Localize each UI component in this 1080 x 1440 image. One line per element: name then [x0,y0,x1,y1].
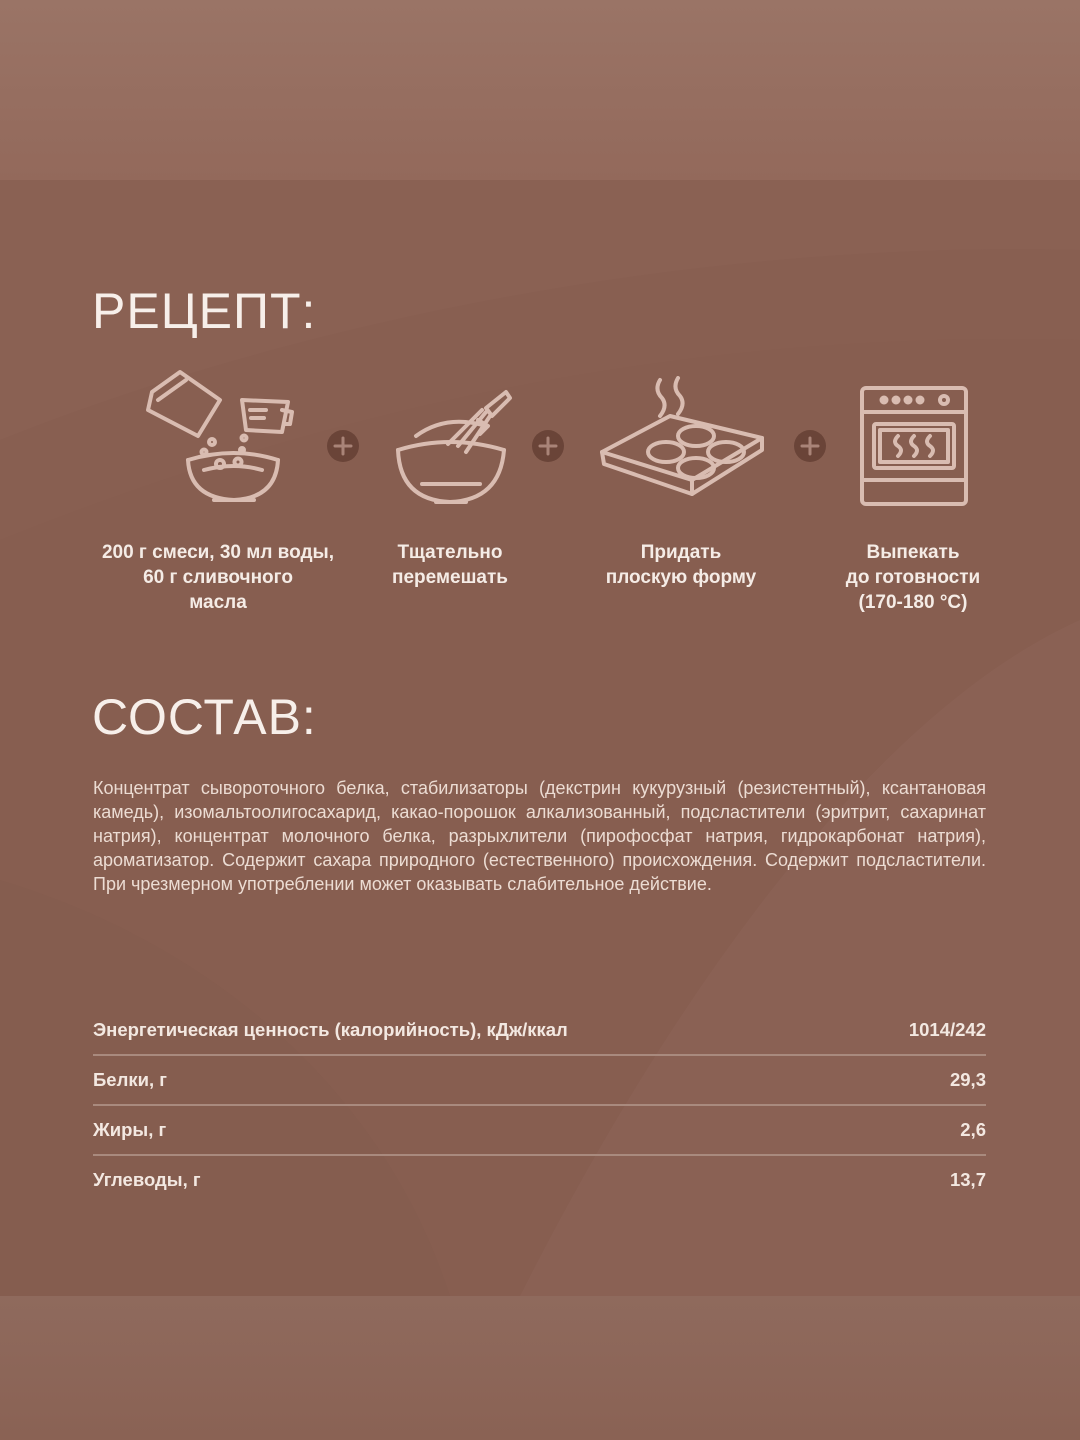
table-row [93,1104,986,1154]
step-label-stir: Тщательно перемешать [392,542,508,588]
baking-tray-icon [596,376,768,508]
table-row [93,1154,986,1204]
nutrition-value: 13,7 [949,1169,986,1190]
step-label-mix-ingredients: 200 г смеси, 30 мл воды, 60 г сливочного масла [101,542,335,613]
nutrition-label: Жиры, г [93,1119,167,1140]
pour-ingredients-icon [138,366,300,510]
nutrition-value: 29,3 [949,1069,986,1090]
bottom-background-band [0,1296,1080,1440]
step-label-shape: Придать плоскую форму [605,542,757,588]
table-row [93,1054,986,1104]
nutrition-table [93,1006,986,1204]
composition-text: Концентрат сывороточного белка, стабилизаторы (декстрин кукурузный (резистентный), ксантановая камедь), изомальтоолигосахарид, какао-порошок алкализованный, подсластители (эритрит, сахаринат натрия), концентрат молочного белка, разрыхлители (пирофосфат натрия, гидрокарбонат натрия), ароматизатор. Содержит сахара природного (естественного) происхождения. Содержит подсластители. При чрезмерном употреблении может оказывать слабительное действие. [93,778,986,894]
nutrition-label: Энергетическая ценность (калорийность), кДж/ккал [93,1019,568,1040]
top-background-band [0,0,1080,180]
table-row [93,1006,986,1054]
oven-icon [858,384,970,510]
composition-title: СОСТАВ: [92,689,317,745]
plus-icon [531,429,565,463]
whisk-bowl-icon [386,388,516,508]
recipe-title: РЕЦЕПТ: [92,283,317,339]
step-label-bake: Выпекать до готовности (170-180 °C) [845,542,981,613]
plus-icon [793,429,827,463]
nutrition-value: 1014/242 [908,1019,986,1040]
plus-icon [326,429,360,463]
nutrition-label: Белки, г [93,1069,167,1090]
nutrition-label: Углеводы, г [93,1169,201,1190]
nutrition-value: 2,6 [960,1119,986,1140]
